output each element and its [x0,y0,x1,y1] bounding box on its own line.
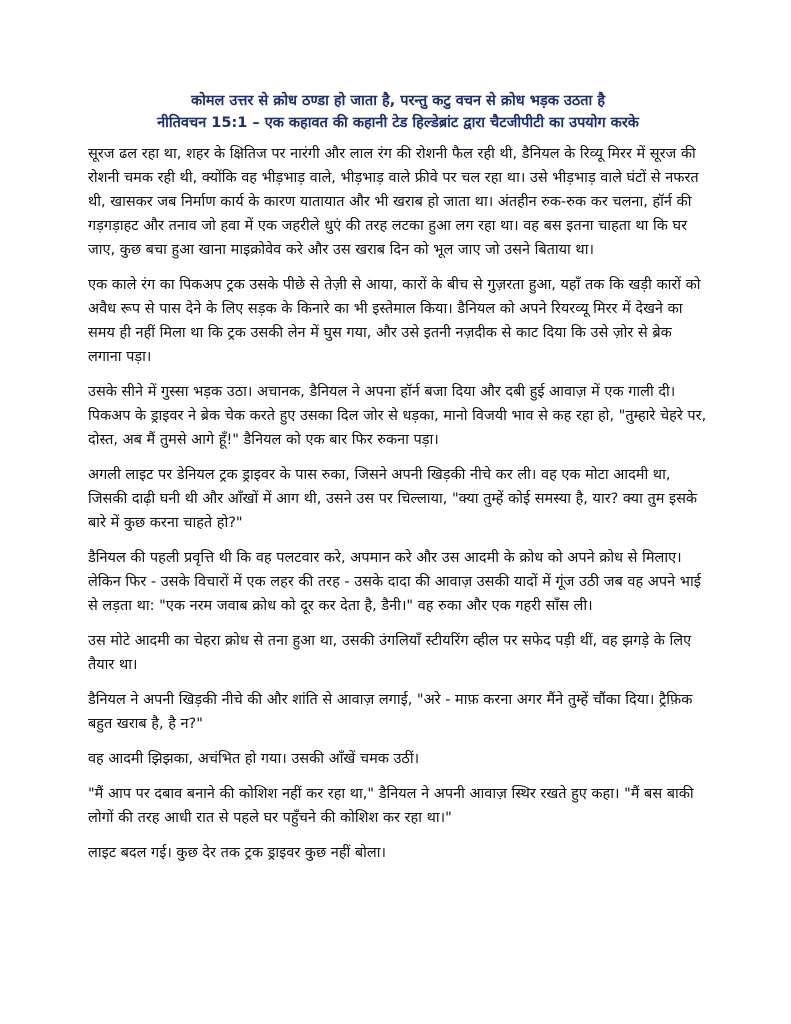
title-block [88,90,708,134]
document-page [88,90,708,876]
paragraph-9: "मैं आप पर दबाव बनाने की कोशिश नहीं कर रहा था," डैनियल ने अपनी आवाज़ स्थिर रखते हुए कहा। "मैं बस बाकी लोगों की तरह आधी रात से पहले घर पहुँचने की कोशिश कर रहा था।" [88,786,694,826]
paragraph-1: सूरज ढल रहा था, शहर के क्षितिज पर नारंगी और लाल रंग की रोशनी फैल रही थी, डैनियल के रिव्यू मिरर में सूरज की रोशनी चमक रही थी, क्योंकि वह भीड़भाड़ वाले, भीड़भाड़ वाले फ्रीवे पर चल रहा था। उसे भीड़भाड़ वाले घंटों से नफरत थी, खासकर जब निर्माण कार्य के कारण यातायात और भी खराब हो जाता था। अंतहीन रुक-रुक कर चलना, हॉर्न की गड़गड़ाहट और तनाव जो हवा में एक जहरीले धुएं की तरह लटका हुआ लग रहा था। वह बस इतना चाहता था कि घर जाए, कुछ बचा हुआ खाना माइक्रोवेव करे और उस खराब दिन को भूल जाए जो उसने बिताया था। [88,146,699,258]
paragraph-3: उसके सीने में गुस्सा भड़क उठा। अचानक, डैनियल ने अपना हॉर्न बजा दिया और दबी हुई आवाज़ में एक गाली दी। पिकअप के ड्राइवर ने ब्रेक चेक करते हुए उसका दिल जोर से धड़का, मानो विजयी भाव से कह रहा हो, "तुम्हारे चेहरे पर, दोस्त, अब मैं तुमसे आगे हूँ!" डैनियल को एक बार फिर रुकना पड़ा। [88,384,707,448]
paragraph-8: वह आदमी झिझका, अचंभित हो गया। उसकी आँखें चमक उठीं। [88,751,420,767]
document-title: कोमल उत्तर से क्रोध ठण्डा हो जाता है, परन्तु कटु वचन से क्रोध भड़क उठता है [190,93,606,109]
paragraph-6: उस मोटे आदमी का चेहरा क्रोध से तना हुआ था, उसकी उंगलियाँ स्टीयरिंग व्हील पर सफेद पड़ी थीं, वह झगड़े के लिए तैयार था। [88,633,692,673]
paragraph-10: लाइट बदल गई। कुछ देर तक ट्रक ड्राइवर कुछ नहीं बोला। [88,845,387,861]
paragraph-7: डैनियल ने अपनी खिड़की नीचे की और शांति से आवाज़ लगाई, "अरे - माफ़ करना अगर मैंने तुम्हें चौंका दिया। ट्रैफ़िक बहुत खराब है, है न?" [88,692,693,732]
paragraph-4: अगली लाइट पर डेनियल ट्रक ड्राइवर के पास रुका, जिसने अपनी खिड़की नीचे कर ली। वह एक मोटा आदमी था, जिसकी दाढ़ी घनी थी और आँखों में आग थी, उसने उस पर चिल्लाया, "क्या तुम्हें कोई समस्या है, यार? क्या तुम इसके बारे में कुछ करना चाहते हो?" [88,467,698,531]
paragraph-2: एक काले रंग का पिकअप ट्रक उसके पीछे से तेज़ी से आया, कारों के बीच से गुज़रता हुआ, यहाँ तक कि खड़ी कारों को अवैध रूप से पास देने के लिए सड़क के किनारे का भी इस्तेमाल किया। डैनियल को अपने रियरव्यू मिरर में देखने का समय ही नहीं मिला था कि ट्रक उसकी लेन में घुस गया, और उसे इतनी नज़दीक से काट दिया कि उसे ज़ोर से ब्रेक लगाना पड़ा। [88,277,701,365]
paragraph-5: डैनियल की पहली प्रवृत्ति थी कि वह पलटवार करे, अपमान करे और उस आदमी के क्रोध को अपने क्रोध से मिलाए। लेकिन फिर - उसके विचारों में एक लहर की तरह - उसके दादा की आवाज़ उसकी यादों में गूंज उठी जब वह अपने भाई से लड़ता था: "एक नरम जवाब क्रोध को दूर कर देता है, डैनी।" वह रुका और एक गहरी साँस ली। [88,550,701,614]
document-subtitle: नीतिवचन 15:1 – एक कहावत की कहानी टेड हिल्डेब्रांट द्वारा चैटजीपीटी का उपयोग करके [157,115,639,131]
